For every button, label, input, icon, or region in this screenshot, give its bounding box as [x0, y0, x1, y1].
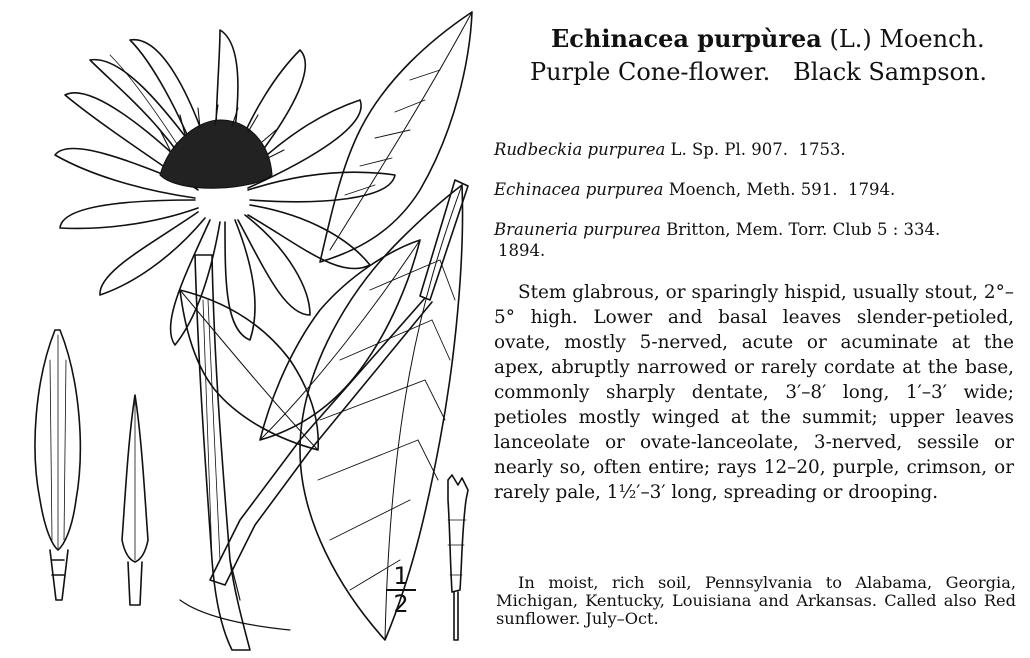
synonym-1-name: Rudbeckia purpurea — [494, 140, 666, 159]
habitat-note: In moist, rich soil, Pennsylvania to Alabama, Georgia, Michigan, Kentucky, Louisiana and Arkansas. Called also Red sunflower. July–Oct. — [496, 573, 1016, 628]
synonym-3-citation: Britton, Mem. Torr. Club 5 : 334. — [666, 220, 941, 239]
synonym-3 — [494, 220, 940, 239]
common-names: Purple Cone-flower. Black Sampson. — [530, 58, 988, 86]
synonym-2-name: Echinacea purpurea — [494, 180, 664, 199]
echinacea-illustration — [0, 0, 490, 658]
scale-fraction — [386, 563, 416, 617]
species-title — [551, 24, 985, 53]
species-description: Stem glabrous, or sparingly hispid, usually stout, 2°–5° high. Lower and basal leaves slender-petioled, ovate, mostly 5-nerved, acute or acuminate at the apex, abruptly narrowed or rarely cordate at the base, commonly sharply dentate, 3′–8′ long, 1′–3′ wide; petioles mostly winged at the summit; upper leaves lanceolate or ovate-lanceolate, 3-nerved, sessile or nearly so, often entire; rays 12–20, purple, crimson, or rarely pale, 1½′–3′ long, spreading or drooping. — [494, 282, 1014, 503]
upper-leaf-drawing — [320, 12, 472, 262]
synonym-1 — [494, 140, 846, 159]
synonym-2 — [494, 180, 895, 199]
species-name: Echinacea purpùrea — [551, 24, 822, 53]
ray-detail-drawing — [35, 330, 80, 600]
synonym-1-citation: L. Sp. Pl. 907. 1753. — [670, 140, 846, 159]
chaff-detail-drawing — [122, 395, 148, 605]
middle-leaf-drawing — [260, 240, 420, 440]
synonym-3-citation-cont: 1894. — [498, 241, 546, 260]
synonym-2-citation: Moench, Meth. 591. 1794. — [668, 180, 896, 199]
disk-flower-detail-drawing — [448, 475, 468, 640]
synonym-3-name: Brauneria purpurea — [494, 220, 661, 239]
scale-denominator: 2 — [393, 590, 409, 618]
species-authority: (L.) Moench. — [829, 25, 985, 53]
left-leaf-drawing — [180, 290, 318, 450]
scale-numerator: 1 — [386, 563, 416, 591]
